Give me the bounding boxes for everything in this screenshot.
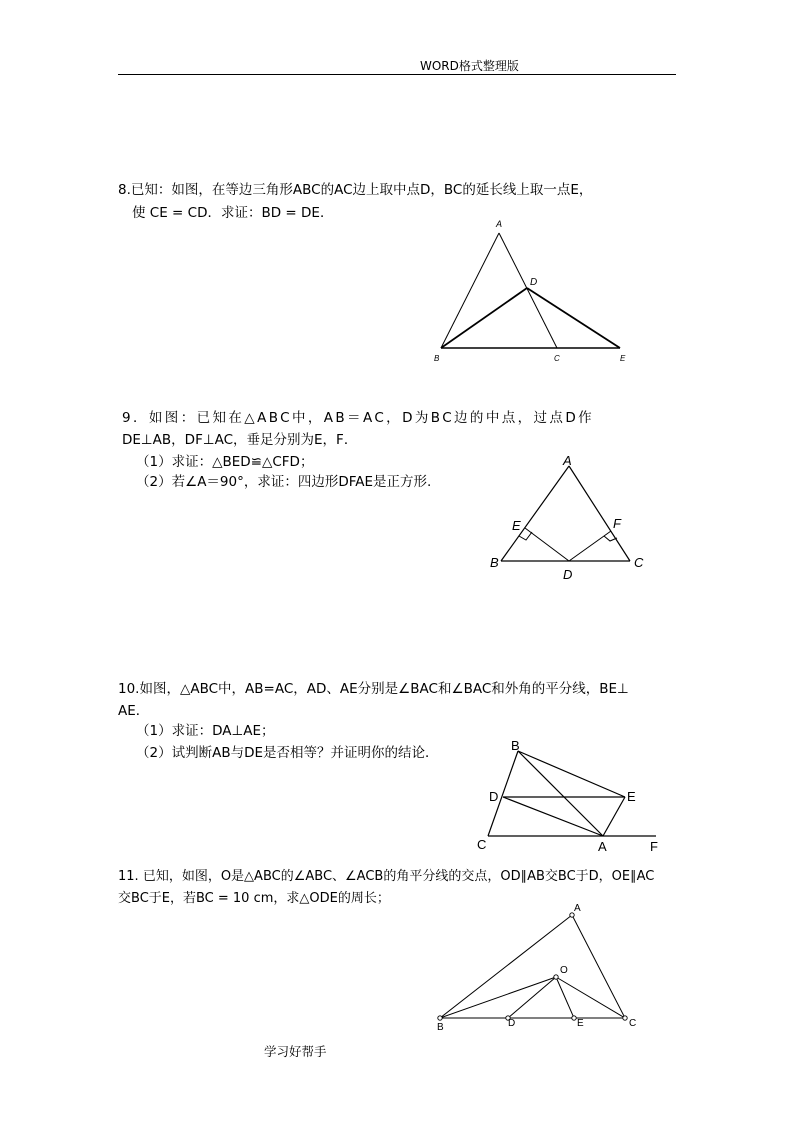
- problem-text: 已知：如图，在等边三角形ABC的AC边上取中点D，BC的延长线上取一点E，: [130, 182, 593, 198]
- problem-9-line-2: DE⊥AB，DF⊥AC，垂足分别为E，F．: [122, 432, 358, 448]
- label-b: B: [434, 354, 440, 363]
- problem-number: 10.: [118, 681, 140, 697]
- problem-number: 8.: [118, 182, 131, 198]
- point-b: [438, 1016, 442, 1020]
- label-d: D: [563, 567, 573, 582]
- label-o: O: [560, 965, 568, 976]
- problem-9-line-1: [122, 408, 594, 428]
- problem-text: 如图：已知在△ABC中，AB＝AC，D为BC边的中点，过点D作: [148, 410, 595, 426]
- point-c: [623, 1016, 627, 1020]
- label-b: B: [490, 555, 499, 570]
- label-a: A: [574, 903, 581, 914]
- figure-11: [425, 895, 645, 1035]
- label-c: C: [629, 1018, 637, 1029]
- label-e: E: [620, 354, 626, 363]
- problem-10-line-1: [118, 679, 629, 699]
- segment-de: [527, 288, 620, 348]
- segment-bo: [440, 977, 556, 1018]
- label-d: D: [530, 277, 538, 288]
- problem-11-line-2: 交BC于E，若BC = 10 cm，求△ODE的周长；: [118, 891, 390, 906]
- label-e: E: [512, 518, 521, 533]
- label-d: D: [489, 789, 499, 804]
- figure-9: [485, 450, 655, 590]
- problem-10-part-2: （2）试判断AB与DE是否相等？并证明你的结论．: [136, 745, 439, 761]
- label-c: C: [477, 837, 487, 852]
- header-rule: [118, 74, 676, 75]
- label-f: F: [650, 839, 658, 854]
- label-b: B: [511, 738, 520, 753]
- label-e: E: [627, 789, 636, 804]
- segment-be: [518, 751, 625, 797]
- problem-number: 9．: [122, 410, 149, 426]
- segment-ae: [603, 797, 625, 836]
- problem-text: 已知，如图，O是△ABC的∠ABC、∠ACB的角平分线的交点，OD∥AB交BC于D，OE∥AC: [142, 869, 655, 884]
- segment-ab: [441, 233, 499, 348]
- problem-10-part-1: （1）求证：DA⊥AE；: [136, 723, 275, 739]
- segment-od: [508, 977, 556, 1018]
- label-d: D: [508, 1018, 516, 1029]
- figure-10: [470, 735, 670, 860]
- segment-ab: [501, 466, 569, 561]
- label-a: A: [598, 839, 607, 854]
- label-e: E: [577, 1018, 584, 1029]
- segment-ac: [569, 466, 630, 561]
- segment-df: [569, 531, 611, 561]
- problem-text: 如图，△ABC中，AB=AC，AD、AE分别是∠BAC和∠BAC和外角的平分线，BE⊥: [139, 681, 629, 697]
- problem-8-line-2: 使 CE = CD．求证：BD = DE．: [132, 205, 334, 221]
- segment-ba: [440, 915, 572, 1018]
- label-c: C: [554, 354, 560, 363]
- page-footer: 学习好帮手: [264, 1044, 327, 1059]
- header-title: WORD格式整理版: [420, 59, 519, 73]
- problem-9-part-1: （1）求证：△BED≌△CFD；: [136, 454, 314, 470]
- label-c: C: [634, 555, 644, 570]
- label-f: F: [613, 516, 621, 531]
- segment-oe: [556, 977, 574, 1018]
- point-o: [554, 975, 558, 979]
- label-b: B: [437, 1022, 444, 1033]
- segment-da: [503, 797, 603, 836]
- problem-number: 11.: [118, 869, 139, 884]
- problem-11-line-1: [118, 867, 654, 887]
- label-a: A: [496, 219, 503, 229]
- problem-10-line-2: AE．: [118, 703, 150, 719]
- label-a: A: [563, 453, 572, 468]
- segment-ba: [518, 751, 603, 836]
- point-e: [572, 1016, 576, 1020]
- problem-9-part-2: （2）若∠A＝90°，求证：四边形DFAE是正方形.: [136, 474, 432, 490]
- segment-bd: [441, 288, 527, 348]
- page-header: [0, 57, 794, 75]
- figure-8: [430, 215, 630, 365]
- segment-ac: [499, 233, 557, 348]
- problem-8-line-1: [118, 180, 592, 200]
